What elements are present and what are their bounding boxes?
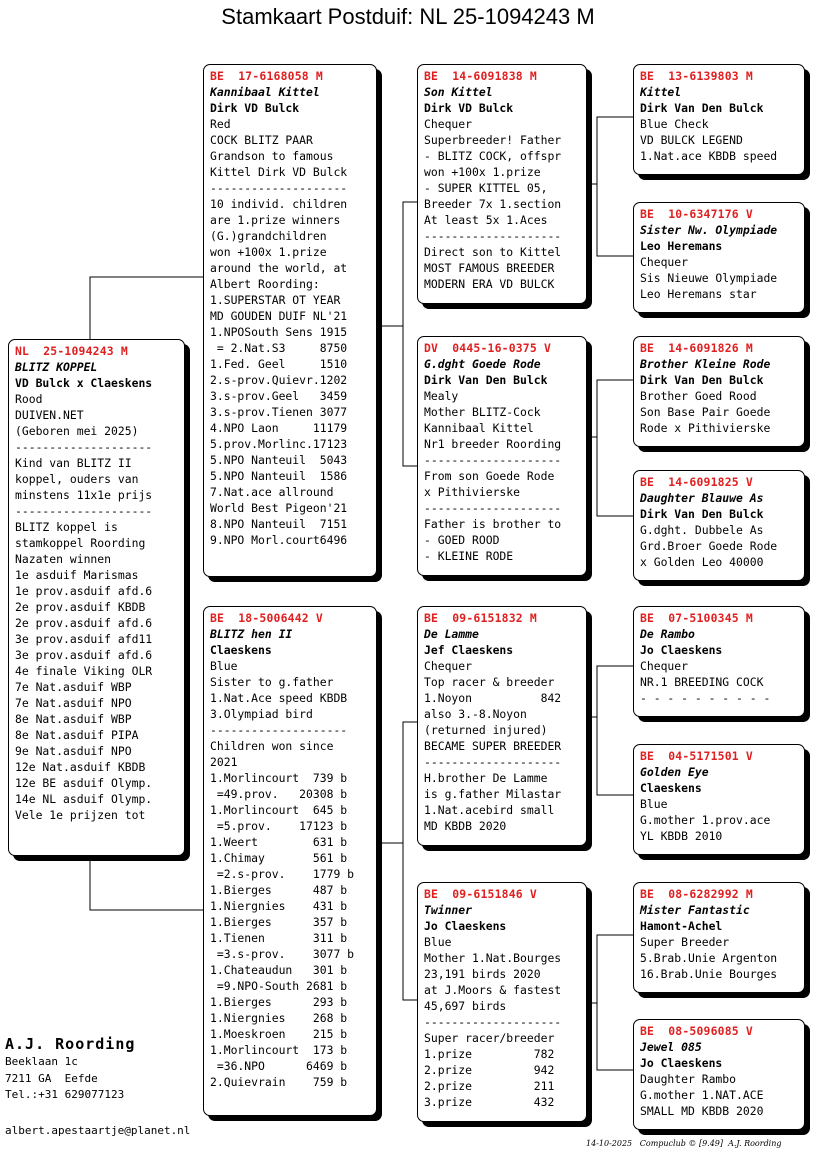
info-line: Father is brother to bbox=[424, 517, 562, 531]
pigeon-card-maternal-grandmother[interactable] bbox=[417, 882, 587, 1122]
pigeon-card-mfm[interactable] bbox=[633, 744, 805, 855]
info-line: - KLEINE RODE bbox=[424, 549, 514, 563]
info-line: BECAME SUPER BREEDER bbox=[424, 739, 562, 753]
info-line: SMALL MD KBDB 2020 bbox=[640, 1104, 764, 1118]
info-line: 12e BE asduif Olymp. bbox=[15, 776, 153, 790]
info-line: 1e prov.asduif afd.6 bbox=[15, 584, 153, 598]
info-line: Kannibaal Kittel bbox=[424, 421, 534, 435]
info-line: -------------------- bbox=[15, 440, 153, 454]
info-line: 1.Morlincourt 739 b bbox=[210, 771, 348, 785]
info-line: 10 individ. children bbox=[210, 197, 348, 211]
info-line: VD BULCK LEGEND bbox=[640, 133, 743, 147]
breeder-name: Dirk Van Den Bulck bbox=[424, 373, 548, 387]
ring-number: DV 0445-16-0375 V bbox=[424, 341, 552, 355]
breeder-name: Jo Claeskens bbox=[424, 919, 507, 933]
info-line: Direct son to Kittel bbox=[424, 245, 562, 259]
info-line: 1.Fed. Geel 1510 bbox=[210, 357, 348, 371]
pigeon-card-paternal-grandfather[interactable] bbox=[417, 64, 587, 304]
ring-number: BE 08-6282992 M bbox=[640, 887, 753, 901]
info-line: 1.Nat.ace KBDB speed bbox=[640, 149, 778, 163]
footer-credit: 14-10-2025 Compuclub © [9.49] A.J. Roording bbox=[586, 1139, 782, 1148]
pigeon-card-mff[interactable] bbox=[633, 606, 805, 717]
info-line: 1.Noyon 842 bbox=[424, 691, 562, 705]
breeder-name: Claeskens bbox=[210, 643, 272, 657]
info-line: At least 5x 1.Aces bbox=[424, 213, 548, 227]
info-line: Brother Goed Rood bbox=[640, 389, 757, 403]
info-line: MD KBDB 2020 bbox=[424, 819, 507, 833]
info-line: World Best Pigeon'21 bbox=[210, 501, 348, 515]
info-line: (Geboren mei 2025) bbox=[15, 424, 139, 438]
info-line: is g.father Milastar bbox=[424, 787, 562, 801]
info-line: 3.Olympiad bird bbox=[210, 707, 313, 721]
info-line: Mother BLITZ-Cock bbox=[424, 405, 541, 419]
ring-number: BE 08-5096085 V bbox=[640, 1024, 753, 1038]
info-line: 1e asduif Marismas bbox=[15, 568, 139, 582]
info-line: 12e Nat.asduif KBDB bbox=[15, 760, 146, 774]
info-line: Sis Nieuwe Olympiade bbox=[640, 271, 778, 285]
info-line: - GOED ROOD bbox=[424, 533, 500, 547]
info-line: -------------------- bbox=[210, 723, 348, 737]
info-line: 3.s-prov.Geel 3459 bbox=[210, 389, 348, 403]
page-title: Stamkaart Postduif: NL 25-1094243 M bbox=[221, 4, 595, 29]
pigeon-card-mmm[interactable] bbox=[633, 1019, 805, 1130]
info-line: 7e Nat.asduif WBP bbox=[15, 680, 132, 694]
info-line: 4.NPO Laon 11179 bbox=[210, 421, 348, 435]
info-line: around the world, at bbox=[210, 261, 348, 275]
info-line: - SUPER KITTEL 05, bbox=[424, 181, 548, 195]
info-line: -------------------- bbox=[424, 501, 562, 515]
info-line: 2021 bbox=[210, 755, 238, 769]
info-line: 2.Quievrain 759 b bbox=[210, 1075, 348, 1089]
pigeon-name: De Lamme bbox=[424, 627, 479, 641]
pigeon-card-mother[interactable] bbox=[203, 606, 377, 1116]
info-line: Rode x Pithivierske bbox=[640, 421, 771, 435]
owner-city: 7211 GA Eefde bbox=[5, 1071, 98, 1085]
info-line: also 3.-8.Noyon bbox=[424, 707, 527, 721]
pigeon-name: Brother Kleine Rode bbox=[640, 357, 771, 371]
breeder-name: Jo Claeskens bbox=[640, 1056, 723, 1070]
pigeon-card-fmm[interactable] bbox=[633, 470, 805, 581]
pigeon-name: Golden Eye bbox=[640, 765, 709, 779]
info-line: 5.NPO Nanteuil 1586 bbox=[210, 469, 348, 483]
pigeon-name: Mister Fantastic bbox=[640, 903, 750, 917]
info-line: Chequer bbox=[640, 659, 689, 673]
info-line: 5.Brab.Unie Argenton bbox=[640, 951, 778, 965]
info-line: Chequer bbox=[424, 117, 473, 131]
info-line: =36.NPO 6469 b bbox=[210, 1059, 348, 1073]
info-line: 1.Niergnies 268 b bbox=[210, 1011, 348, 1025]
info-line: BLITZ koppel is bbox=[15, 520, 118, 534]
pigeon-name: De Rambo bbox=[640, 627, 695, 641]
breeder-name: Hamont-Achel bbox=[640, 919, 723, 933]
info-line: COCK BLITZ PAAR bbox=[210, 133, 313, 147]
info-line: minstens 11x1e prijs bbox=[15, 488, 153, 502]
info-line: Rood bbox=[15, 392, 43, 406]
info-line: (returned injured) bbox=[424, 723, 548, 737]
info-line: Chequer bbox=[640, 255, 689, 269]
info-line: Son Base Pair Goede bbox=[640, 405, 771, 419]
breeder-name: Claeskens bbox=[640, 781, 702, 795]
info-line: NR.1 BREEDING COCK bbox=[640, 675, 764, 689]
info-line: YL KBDB 2010 bbox=[640, 829, 723, 843]
info-line: Mother 1.Nat.Bourges bbox=[424, 951, 562, 965]
owner-address: Beeklaan 1c bbox=[5, 1055, 78, 1068]
info-line: Leo Heremans star bbox=[640, 287, 757, 301]
info-line: 1.NPOSouth Sens 1915 bbox=[210, 325, 348, 339]
info-line: 3.prize 432 bbox=[424, 1095, 555, 1109]
info-line: -------------------- bbox=[210, 181, 348, 195]
info-line: -------------------- bbox=[424, 229, 562, 243]
info-line: =2.s-prov. 1779 b bbox=[210, 867, 355, 881]
info-line: 45,697 birds bbox=[424, 999, 507, 1013]
owner-email-link[interactable]: albert.apestaartje@planet.nl bbox=[5, 1124, 191, 1137]
info-line: 1.Bierges 293 b bbox=[210, 995, 348, 1009]
info-line: MOST FAMOUS BREEDER bbox=[424, 261, 555, 275]
info-line: Grandson to famous bbox=[210, 149, 334, 163]
breeder-name: Jo Claeskens bbox=[640, 643, 723, 657]
breeder-name: Dirk Van Den Bulck bbox=[640, 101, 764, 115]
info-line: 1.Chateaudun 301 b bbox=[210, 963, 348, 977]
ring-number: BE 10-6347176 V bbox=[640, 207, 753, 221]
info-line: =5.prov. 17123 b bbox=[210, 819, 348, 833]
info-line: 1.Nat.Ace speed KBDB bbox=[210, 691, 348, 705]
pigeon-name: G.dght Goede Rode bbox=[424, 357, 541, 371]
breeder-name: VD Bulck x Claeskens bbox=[15, 376, 153, 390]
ring-number: BE 14-6091825 V bbox=[640, 475, 753, 489]
info-line: =3.s-prov. 3077 b bbox=[210, 947, 355, 961]
info-line: MD GOUDEN DUIF NL'21 bbox=[210, 309, 348, 323]
info-line: 1.Weert 631 b bbox=[210, 835, 348, 849]
info-line: G.mother 1.prov.ace bbox=[640, 813, 771, 827]
pigeon-card-subject[interactable] bbox=[8, 339, 185, 856]
pigeon-name: Kittel bbox=[640, 85, 682, 99]
pigeon-name: Jewel 085 bbox=[640, 1040, 702, 1054]
info-line: at J.Moors & fastest bbox=[424, 983, 562, 997]
info-line: 1.Nat.acebird small bbox=[424, 803, 555, 817]
info-line: DUIVEN.NET bbox=[15, 408, 84, 422]
info-line: Vele 1e prijzen tot bbox=[15, 808, 146, 822]
info-line: 8.NPO Nanteuil 7151 bbox=[210, 517, 348, 531]
owner-name: A.J. Roording bbox=[5, 1035, 136, 1053]
info-line: Blue bbox=[424, 935, 452, 949]
info-line: 2e prov.asduif afd.6 bbox=[15, 616, 153, 630]
info-line: 8e Nat.asduif WBP bbox=[15, 712, 132, 726]
breeder-name: Dirk VD Bulck bbox=[424, 101, 514, 115]
breeder-name: Dirk Van Den Bulck bbox=[640, 507, 764, 521]
info-line: - - - - - - - - - - bbox=[640, 691, 771, 705]
info-line: G.dght. Dubbele As bbox=[640, 523, 764, 537]
info-line: x Golden Leo 40000 bbox=[640, 555, 764, 569]
info-line: 1.Morlincourt 173 b bbox=[210, 1043, 348, 1057]
info-line: 2.prize 942 bbox=[424, 1063, 555, 1077]
info-line: Blue bbox=[640, 797, 668, 811]
info-line: 1.Chimay 561 b bbox=[210, 851, 348, 865]
owner-block bbox=[5, 1034, 135, 1104]
info-line: 1.prize 782 bbox=[424, 1047, 555, 1061]
pigeon-card-maternal-grandfather[interactable] bbox=[417, 606, 587, 846]
info-line: =49.prov. 20308 b bbox=[210, 787, 348, 801]
info-line: Daughter Rambo bbox=[640, 1072, 737, 1086]
info-line: Nazaten winnen bbox=[15, 552, 112, 566]
breeder-name: Dirk Van Den Bulck bbox=[640, 373, 764, 387]
breeder-name: Dirk VD Bulck bbox=[210, 101, 300, 115]
ring-number: BE 07-5100345 M bbox=[640, 611, 753, 625]
info-line: Top racer & breeder bbox=[424, 675, 555, 689]
info-line: Children won since bbox=[210, 739, 334, 753]
ring-number: BE 17-6168058 M bbox=[210, 69, 323, 83]
info-line: 9.NPO Morl.court6496 bbox=[210, 533, 348, 547]
info-line: Breeder 7x 1.section bbox=[424, 197, 562, 211]
pigeon-card-paternal-grandmother[interactable] bbox=[417, 336, 587, 576]
pigeon-name: Sister Nw. Olympiade bbox=[640, 223, 778, 237]
pigeon-card-fff[interactable] bbox=[633, 64, 805, 175]
info-line: 4e finale Viking OLR bbox=[15, 664, 153, 678]
info-line: = 2.Nat.S3 8750 bbox=[210, 341, 348, 355]
info-line: 1.Tienen 311 b bbox=[210, 931, 348, 945]
info-line: Chequer bbox=[424, 659, 473, 673]
pigeon-name: Daughter Blauwe As bbox=[640, 491, 764, 505]
ring-number: BE 14-6091838 M bbox=[424, 69, 537, 83]
info-line: Mealy bbox=[424, 389, 459, 403]
info-line: 8e Nat.asduif PIPA bbox=[15, 728, 139, 742]
ring-number: BE 14-6091826 M bbox=[640, 341, 753, 355]
info-line: 3e prov.asduif afd.6 bbox=[15, 648, 153, 662]
info-line: 1.SUPERSTAR OT YEAR bbox=[210, 293, 341, 307]
info-line: Blue Check bbox=[640, 117, 709, 131]
info-line: Red bbox=[210, 117, 231, 131]
ring-number: BE 09-6151846 V bbox=[424, 887, 537, 901]
info-line: 1.Niergnies 431 b bbox=[210, 899, 348, 913]
info-line: - BLITZ COCK, offspr bbox=[424, 149, 562, 163]
info-line: -------------------- bbox=[424, 453, 562, 467]
info-line: 1.Bierges 487 b bbox=[210, 883, 348, 897]
pigeon-card-fmf[interactable] bbox=[633, 336, 805, 447]
info-line: Superbreeder! Father bbox=[424, 133, 562, 147]
breeder-name: Jef Claeskens bbox=[424, 643, 514, 657]
info-line: -------------------- bbox=[424, 755, 562, 769]
info-line: From son Goede Rode bbox=[424, 469, 555, 483]
info-line: Grd.Broer Goede Rode bbox=[640, 539, 778, 553]
owner-phone: Tel.:+31 629077123 bbox=[5, 1088, 125, 1101]
info-line: 3e prov.asduif afd11 bbox=[15, 632, 153, 646]
pigeon-name: Son Kittel bbox=[424, 85, 493, 99]
info-line: Super racer/breeder bbox=[424, 1031, 555, 1045]
info-line: won +100x 1.prize bbox=[210, 245, 327, 259]
info-line: 16.Brab.Unie Bourges bbox=[640, 967, 778, 981]
info-line: 23,191 birds 2020 bbox=[424, 967, 541, 981]
info-line: 1.Bierges 357 b bbox=[210, 915, 348, 929]
info-line: x Pithivierske bbox=[424, 485, 521, 499]
ring-number: BE 13-6139803 M bbox=[640, 69, 753, 83]
info-line: 7.Nat.ace allround bbox=[210, 485, 334, 499]
info-line: 2.s-prov.Quievr.1202 bbox=[210, 373, 348, 387]
breeder-name: Leo Heremans bbox=[640, 239, 723, 253]
pigeon-card-mmf[interactable] bbox=[633, 882, 805, 993]
info-line: stamkoppel Roording bbox=[15, 536, 146, 550]
info-line: 2e prov.asduif KBDB bbox=[15, 600, 146, 614]
info-line: won +100x 1.prize bbox=[424, 165, 541, 179]
pigeon-name: BLITZ hen II bbox=[210, 627, 293, 641]
pigeon-name: Twinner bbox=[424, 903, 473, 917]
info-line: G.mother 1.NAT.ACE bbox=[640, 1088, 764, 1102]
pigeon-card-father[interactable] bbox=[203, 64, 377, 577]
info-line: 3.s-prov.Tienen 3077 bbox=[210, 405, 348, 419]
pigeon-card-ffm[interactable] bbox=[633, 202, 805, 313]
info-line: Albert Roording: bbox=[210, 277, 320, 291]
info-line: 1.Moeskroen 215 b bbox=[210, 1027, 348, 1041]
info-line: 5.NPO Nanteuil 5043 bbox=[210, 453, 348, 467]
info-line: Super Breeder bbox=[640, 935, 730, 949]
info-line: =9.NPO-South 2681 b bbox=[210, 979, 348, 993]
info-line: H.brother De Lamme bbox=[424, 771, 548, 785]
pigeon-name: Kannibaal Kittel bbox=[210, 85, 320, 99]
info-line: 7e Nat.asduif NPO bbox=[15, 696, 132, 710]
ring-number: BE 04-5171501 V bbox=[640, 749, 753, 763]
info-line: Kittel Dirk VD Bulck bbox=[210, 165, 348, 179]
info-line: Sister to g.father bbox=[210, 675, 334, 689]
info-line: 2.prize 211 bbox=[424, 1079, 555, 1093]
info-line: Kind van BLITZ II bbox=[15, 456, 132, 470]
info-line: -------------------- bbox=[424, 1015, 562, 1029]
info-line: MODERN ERA VD BULCK bbox=[424, 277, 555, 291]
ring-number: BE 09-6151832 M bbox=[424, 611, 537, 625]
info-line: Nr1 breeder Roording bbox=[424, 437, 562, 451]
pigeon-name: BLITZ KOPPEL bbox=[15, 360, 98, 374]
info-line: 14e NL asduif Olymp. bbox=[15, 792, 153, 806]
info-line: (G.)grandchildren bbox=[210, 229, 327, 243]
ring-number: BE 18-5006442 V bbox=[210, 611, 323, 625]
info-line: are 1.prize winners bbox=[210, 213, 341, 227]
info-line: Blue bbox=[210, 659, 238, 673]
info-line: 5.prov.Morlinc.17123 bbox=[210, 437, 348, 451]
info-line: 9e Nat.asduif NPO bbox=[15, 744, 132, 758]
info-line: koppel, ouders van bbox=[15, 472, 139, 486]
info-line: -------------------- bbox=[15, 504, 153, 518]
info-line: 1.Morlincourt 645 b bbox=[210, 803, 348, 817]
ring-number: NL 25-1094243 M bbox=[15, 344, 128, 358]
